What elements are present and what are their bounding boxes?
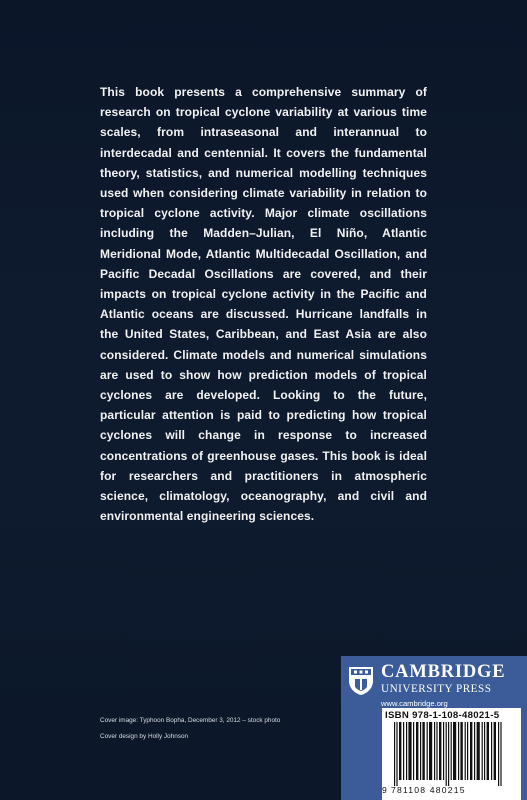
cover-design-credit: Cover design by Holly Johnson: [100, 733, 189, 740]
credits-block: [100, 716, 300, 742]
cambridge-shield-icon: [348, 666, 374, 696]
barcode-panel: [382, 708, 521, 800]
publisher-name: CAMBRIDGE: [381, 662, 506, 682]
barcode-lead-digit: 9: [382, 785, 388, 795]
cover-image-credit: Cover image: Typhoon Bopha, December 3, 2012 – stock photo: [100, 717, 281, 724]
publisher-logo: [381, 662, 521, 710]
isbn-label: ISBN 978-1-108-48021-5: [385, 710, 500, 721]
book-description: This book presents a comprehensive summary of research on tropical cyclone variability at various time scales, from intraseasonal and interannual to interdecadal and centennial. It covers the fundamental theory, statistics, and numerical modelling techniques used when considering climate variability in relation to tropical cyclone activity. Major climate oscillations including the Madden–Julian, El Niño, Atlantic Meridional Mode, Atlantic Multidecadal Oscillation, and Pacific Decadal Oscillations are covered, and their impacts on tropical cyclone activity in the Pacific and Atlantic oceans are discussed. Hurricane landfalls in the United States, Caribbean, and East Asia are also considered. Climate models and numerical simulations are used to show how prediction models of tropical cyclones are developed. Looking to the future, particular attention is paid to predicting how tropical cyclones will change in response to increased concentrations of greenhouse gases. This book is ideal for researchers and practitioners in atmospheric science, climatology, oceanography, and civil and environmental engineering sciences.: [100, 85, 427, 524]
publisher-url: www.cambridge.org: [381, 699, 448, 708]
barcode-digits: [382, 785, 521, 795]
barcode-number: 781108 480215: [390, 785, 466, 795]
barcode-icon: [388, 722, 508, 786]
publisher-subname: UNIVERSITY PRESS: [381, 683, 492, 695]
